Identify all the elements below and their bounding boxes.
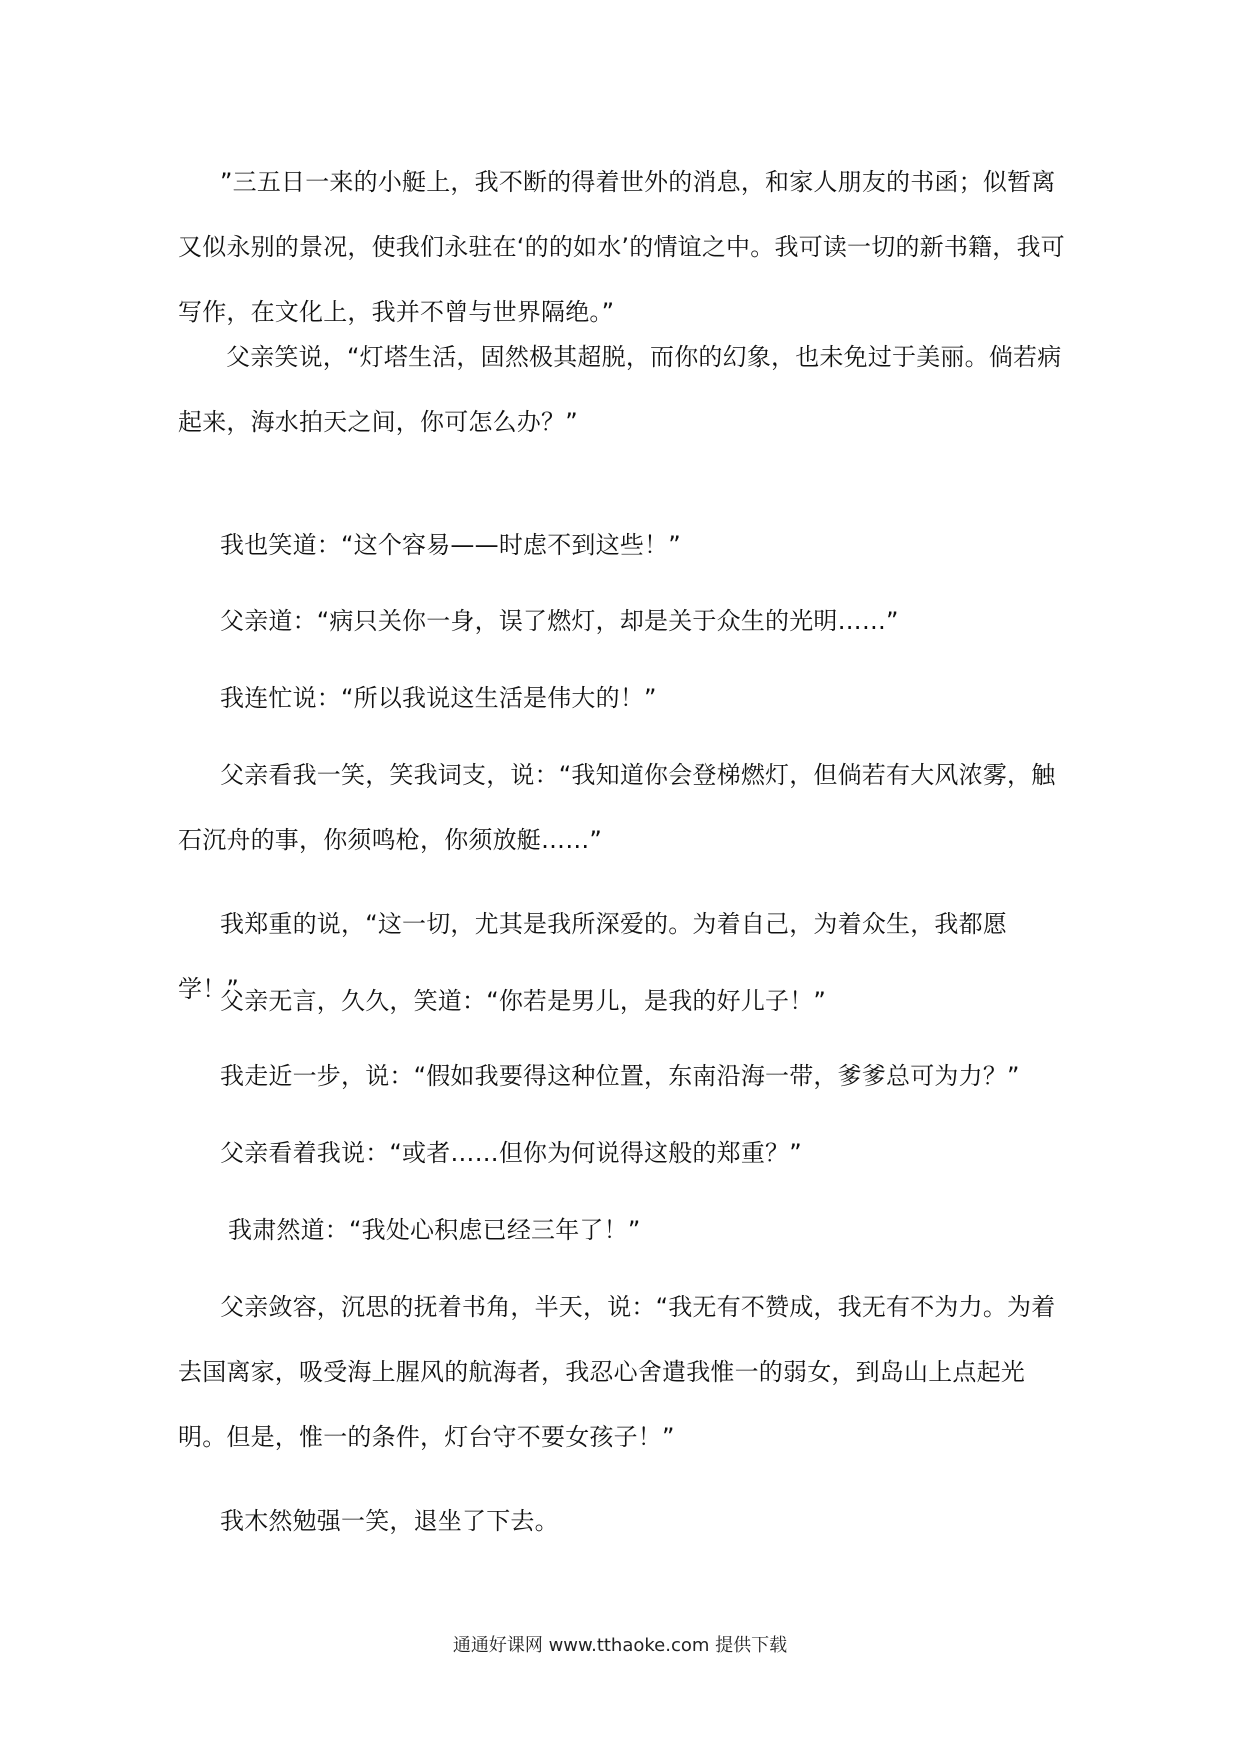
paragraph-8: 父亲无言，久久，笑道：“你若是男儿，是我的好儿子！” <box>220 987 827 1015</box>
paragraph-11: 我肃然道：“我处心积虑已经三年了！” <box>228 1216 641 1244</box>
footer-credit: 通通好课网 www.tthaoke.com 提供下载 <box>452 1635 788 1656</box>
paragraph-7: 我郑重的说，“这一切，尤其是我所深爱的。为着自己，为着众生，我都愿学！” <box>178 910 1008 1003</box>
paragraph-1: ”三五日一来的小艇上，我不断的得着世外的消息，和家人朋友的书函；似暂离又似永别的景况，使我们永驻在‘的的如水’的情谊之中。我可读一切的新书籍，我可写作，在文化上，我并不曾与世界隔绝。” <box>178 168 1065 326</box>
paragraph-13: 我木然勉强一笑，退坐了下去。 <box>220 1507 559 1535</box>
paragraph-3: 我也笑道：“这个容易——时虑不到这些！” <box>220 531 681 559</box>
paragraph-5: 我连忙说：“所以我说这生活是伟大的！” <box>220 684 657 712</box>
paragraph-10: 父亲看着我说：“或者……但你为何说得这般的郑重？” <box>220 1139 802 1167</box>
paragraph-4: 父亲道：“病只关你一身，误了燃灯，却是关于众生的光明……” <box>220 607 899 635</box>
paragraph-9: 我走近一步，说：“假如我要得这种位置，东南沿海一带，爹爹总可为力？” <box>220 1062 1020 1090</box>
paragraph-2: 父亲笑说，“灯塔生活，固然极其超脱，而你的幻象，也未免过于美丽。倘若病起来，海水拍天之间，你可怎么办？” <box>178 343 1062 436</box>
paragraph-12: 父亲敛容，沉思的抚着书角，半天，说：“我无有不赞成，我无有不为力。为着去国离家，吸受海上腥风的航海者，我忍心舍遣我惟一的弱女，到岛山上点起光明。但是，惟一的条件，灯台守不要女孩子！” <box>178 1293 1056 1451</box>
paragraph-6: 父亲看我一笑，笑我词支，说：“我知道你会登梯燃灯，但倘若有大风浓雾，触石沉舟的事，你须鸣枪，你须放艇……” <box>178 761 1056 854</box>
